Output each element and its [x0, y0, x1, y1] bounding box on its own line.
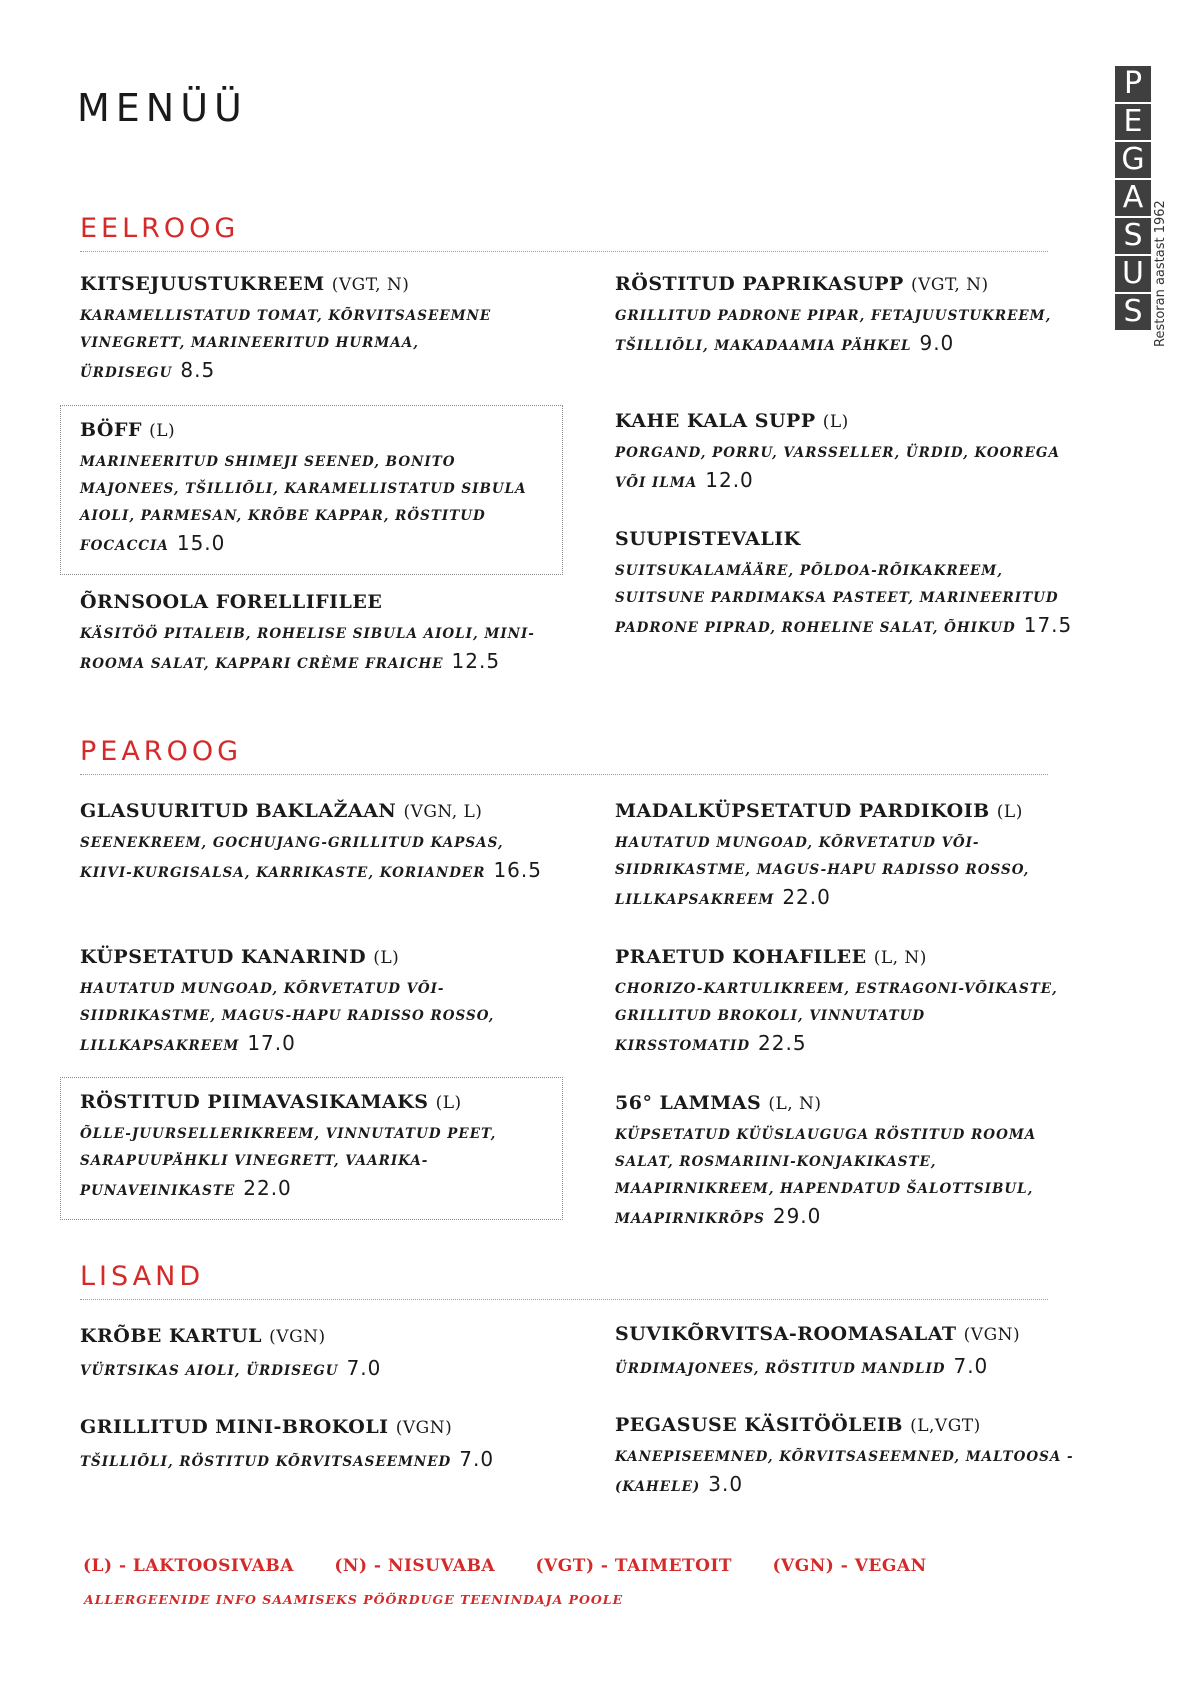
- section-heading-lisand: LISAND: [80, 1261, 205, 1292]
- dish-price: 22.5: [758, 1031, 807, 1055]
- menu-item: [80, 799, 550, 887]
- legend-item: (VGT) - TAIMETOIT: [535, 1556, 733, 1576]
- dish-name: SUVIKÕRVITSA-ROOMASALAT: [615, 1323, 957, 1345]
- dish-name: PRAETUD KOHAFILEE: [615, 946, 867, 968]
- legend-item: (N) - NISUVABA: [334, 1556, 496, 1576]
- dish-description: SUITSUKALAMÄÄRE, PÕLDOA-RÕIKAKREEM, SUITSUNE PARDIMAKSA PASTEET, MARINEERITUD PADRONE PIPRAD, ROHELINE SALAT, ÕHIKUD: [615, 563, 1059, 636]
- dish-description: CHORIZO-KARTULIKREEM, ESTRAGONI-VÕIKASTE, GRILLITUD BROKOLI, VINNUTATUD KIRSSTOMATID: [615, 981, 1058, 1054]
- dish-price: 15.0: [176, 531, 226, 555]
- dish-name: KAHE KALA SUPP: [615, 410, 816, 432]
- dish-price: 22.0: [243, 1176, 292, 1200]
- menu-item: [615, 1413, 1085, 1501]
- dish-tags: (VGN, L): [403, 802, 483, 822]
- dish-price: 17.5: [1023, 613, 1073, 637]
- dish-description: TŠILLIÕLI, RÖSTITUD KÕRVITSASEEMNED: [80, 1454, 452, 1470]
- menu-item: [615, 799, 1085, 914]
- menu-item: [80, 590, 550, 678]
- allergen-note: ALLERGEENIDE INFO SAAMISEKS PÖÖRDUGE TEENINDAJA POOLE: [84, 1592, 624, 1607]
- dish-description: HAUTATUD MUNGOAD, KÕRVETATUD VÕI-SIIDRIKASTME, MAGUS-HAPU RADISSO ROSSO, LILLKAPSAKREEM: [80, 981, 495, 1054]
- dish-name: PEGASUSE KÄSITÖÖLEIB: [615, 1414, 903, 1436]
- dish-name: KITSEJUUSTUKREEM: [80, 273, 325, 295]
- dish-description: GRILLITUD PADRONE PIPAR, FETAJUUSTUKREEM, TŠILLIÕLI, MAKADAAMIA PÄHKEL: [615, 308, 1052, 354]
- menu-item: [615, 1322, 1085, 1383]
- dish-tags: (L): [822, 412, 849, 432]
- dish-name: BÖFF: [80, 419, 142, 441]
- dish-price: 16.5: [493, 858, 542, 882]
- dish-name: KRÕBE KARTUL: [80, 1325, 263, 1347]
- dish-price: 12.0: [705, 468, 754, 492]
- dish-price: 12.5: [451, 649, 501, 673]
- dish-tags: (L): [996, 802, 1023, 822]
- menu-item: [80, 945, 550, 1060]
- dish-price: 17.0: [247, 1031, 296, 1055]
- dish-description: PORGAND, PORRU, VARSSELLER, ÜRDID, KOOREGA VÕI ILMA: [615, 445, 1060, 491]
- logo-tagline: Restoran aastast 1962: [1153, 200, 1168, 347]
- dish-name: 56° LAMMAS: [615, 1092, 762, 1114]
- dish-tags: (L): [435, 1093, 462, 1113]
- legend-item: (VGN) - VEGAN: [772, 1556, 927, 1576]
- menu-item: [615, 527, 1085, 642]
- logo-letter: U: [1115, 256, 1151, 292]
- dish-name: SUUPISTEVALIK: [615, 528, 801, 550]
- dish-description: ÜRDIMAJONEES, RÖSTITUD MANDLID: [615, 1361, 946, 1377]
- menu-item: [615, 272, 1085, 360]
- dish-name: ÕRNSOOLA FORELLIFILEE: [80, 591, 383, 613]
- dish-price: 7.0: [953, 1354, 989, 1378]
- legend-item: (L) - LAKTOOSIVABA: [83, 1556, 294, 1576]
- menu-item: [80, 1324, 550, 1385]
- dish-description: VÜRTSIKAS AIOLI, ÜRDISEGU: [80, 1363, 339, 1379]
- dietary-legend: [83, 1556, 961, 1576]
- pegasus-logo: [1115, 66, 1153, 332]
- dish-price: 8.5: [180, 358, 216, 382]
- section-heading-eelroog: EELROOG: [80, 213, 240, 244]
- dish-name: KÜPSETATUD KANARIND: [80, 946, 367, 968]
- dish-price: 22.0: [782, 885, 831, 909]
- menu-item: [615, 945, 1085, 1060]
- dish-tags: (VGN): [963, 1325, 1021, 1345]
- logo-letter: E: [1115, 104, 1151, 140]
- dish-tags: (L,VGT): [910, 1416, 981, 1436]
- dish-name: RÖSTITUD PIIMAVASIKAMAKS: [80, 1091, 429, 1113]
- dish-description: KÜPSETATUD KÜÜSLAUGUGA RÖSTITUD ROOMA SALAT, ROSMARIINI-KONJAKIKASTE, MAAPIRNIKREEM, HAPENDATUD ŠALOTTSIBUL, MAAPIRNIKRÕPS: [615, 1127, 1037, 1227]
- dish-tags: (VGN): [269, 1327, 326, 1347]
- menu-item-highlighted: [60, 1077, 563, 1220]
- section-divider: [80, 1299, 1048, 1300]
- dish-tags: (L, N): [768, 1094, 822, 1114]
- dish-name: MADALKÜPSETATUD PARDIKOIB: [615, 800, 990, 822]
- section-divider: [80, 774, 1048, 775]
- dish-tags: (L): [373, 948, 400, 968]
- logo-letter: G: [1115, 142, 1151, 178]
- dish-name: RÖSTITUD PAPRIKASUPP: [615, 273, 904, 295]
- dish-price: 29.0: [772, 1204, 822, 1228]
- logo-letter: A: [1115, 180, 1151, 216]
- dish-description: KARAMELLISTATUD TOMAT, KÕRVITSASEEMNE VINEGRETT, MARINEERITUD HURMAA, ÜRDISEGU: [80, 308, 492, 381]
- logo-letter: S: [1115, 294, 1151, 330]
- dish-description: SEENEKREEM, GOCHUJANG-GRILLITUD KAPSAS, KIIVI-KURGISALSA, KARRIKASTE, KORIANDER: [80, 835, 504, 881]
- dish-description: HAUTATUD MUNGOAD, KÕRVETATUD VÕI-SIIDRIKASTME, MAGUS-HAPU RADISSO ROSSO, LILLKAPSAKREEM: [615, 835, 1030, 908]
- dish-price: 3.0: [708, 1472, 744, 1496]
- menu-item-highlighted: [60, 405, 563, 575]
- dish-price: 7.0: [459, 1447, 495, 1471]
- dish-tags: (L, N): [873, 948, 927, 968]
- logo-letter: P: [1115, 66, 1151, 102]
- menu-item: [80, 272, 550, 387]
- menu-item: [615, 1091, 1085, 1233]
- dish-tags: (L): [149, 421, 176, 441]
- menu-item: [615, 409, 1085, 497]
- dish-tags: (VGT, N): [331, 275, 410, 295]
- section-divider: [80, 251, 1048, 252]
- dish-description: ÕLLE-JUURSELLERIKREEM, VINNUTATUD PEET, SARAPUUPÄHKLI VINEGRETT, VAARIKA-PUNAVEINIKASTE: [80, 1126, 497, 1199]
- dish-price: 7.0: [346, 1356, 382, 1380]
- dish-price: 9.0: [919, 331, 955, 355]
- menu-item: [80, 1415, 550, 1476]
- dish-name: GLASUURITUD BAKLAŽAAN: [80, 800, 397, 822]
- page-title: MENÜÜ: [77, 86, 248, 130]
- section-heading-pearoog: PEAROOG: [80, 736, 242, 767]
- dish-name: GRILLITUD MINI-BROKOLI: [80, 1416, 389, 1438]
- dish-description: KÄSITÖÖ PITALEIB, ROHELISE SIBULA AIOLI, MINI-ROOMA SALAT, KAPPARI CRÈME FRAICHE: [80, 626, 535, 672]
- dish-description: KANEPISEEMNED, KÕRVITSASEEMNED, MALTOOSA - (KAHELE): [615, 1449, 1074, 1495]
- dish-tags: (VGT, N): [910, 275, 989, 295]
- dish-tags: (VGN): [395, 1418, 453, 1438]
- logo-letter: S: [1115, 218, 1151, 254]
- dish-description: MARINEERITUD SHIMEJI SEENED, BONITO MAJONEES, TŠILLIÕLI, KARAMELLISTATUD SIBULA AIOLI, PARMESAN, KRÕBE KAPPAR, RÖSTITUD FOCACCIA: [80, 454, 527, 554]
